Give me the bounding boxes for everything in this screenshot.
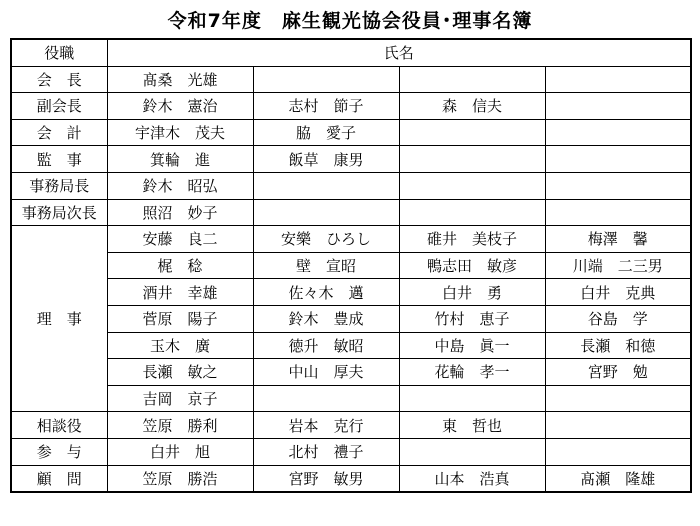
page-title: 令和7年度 麻生観光協会役員･理事名簿: [167, 10, 533, 32]
name-cell: 岩本 克行: [253, 412, 399, 439]
table-row: [11, 172, 691, 199]
role-cell: 会 計: [11, 119, 107, 146]
officer-roster-table: [10, 38, 692, 493]
name-cell: [253, 385, 399, 412]
name-cell: 志村 節子: [253, 93, 399, 120]
table-header-row: [11, 39, 691, 66]
table-row: [11, 359, 691, 386]
name-cell: [399, 66, 545, 93]
role-cell: 相談役: [11, 412, 107, 439]
table-row: [11, 385, 691, 412]
name-cell: 髙瀬 隆雄: [545, 465, 691, 492]
name-cell: 鈴木 豊成: [253, 305, 399, 332]
name-cell: 箕輪 進: [107, 146, 253, 173]
table-row: [11, 119, 691, 146]
name-cell: 森 信夫: [399, 93, 545, 120]
role-cell: 副会長: [11, 93, 107, 120]
name-cell: 玉木 廣: [107, 332, 253, 359]
table-row: [11, 465, 691, 492]
name-cell: 花輪 孝一: [399, 359, 545, 386]
name-cell: [253, 172, 399, 199]
name-cell: 碓井 美枝子: [399, 226, 545, 253]
name-cell: [545, 199, 691, 226]
name-cell: 宇津木 茂夫: [107, 119, 253, 146]
name-cell: 笠原 勝利: [107, 412, 253, 439]
name-cell: [545, 438, 691, 465]
table-row: [11, 146, 691, 173]
name-cell: 北村 禮子: [253, 438, 399, 465]
name-cell: 竹村 恵子: [399, 305, 545, 332]
name-cell: 飯草 康男: [253, 146, 399, 173]
role-cell: 監 事: [11, 146, 107, 173]
name-cell: 白井 克典: [545, 279, 691, 306]
table-body: [11, 66, 691, 492]
table-row: [11, 93, 691, 120]
header-names: 氏名: [107, 39, 691, 66]
name-cell: 脇 愛子: [253, 119, 399, 146]
name-cell: 安藤 良二: [107, 226, 253, 253]
name-cell: [253, 66, 399, 93]
table-row: [11, 332, 691, 359]
name-cell: 酒井 幸雄: [107, 279, 253, 306]
name-cell: 佐々木 邁: [253, 279, 399, 306]
name-cell: [399, 385, 545, 412]
name-cell: 長瀬 和徳: [545, 332, 691, 359]
name-cell: 徳升 敏昭: [253, 332, 399, 359]
table-row: [11, 252, 691, 279]
role-cell: 事務局長: [11, 172, 107, 199]
name-cell: 髙桑 光雄: [107, 66, 253, 93]
name-cell: 東 哲也: [399, 412, 545, 439]
name-cell: [399, 199, 545, 226]
role-cell: 顧 問: [11, 465, 107, 492]
name-cell: 鴨志田 敏彦: [399, 252, 545, 279]
table-row: [11, 412, 691, 439]
table-row: [11, 226, 691, 253]
table-row: [11, 438, 691, 465]
header-role: 役職: [11, 39, 107, 66]
name-cell: [545, 119, 691, 146]
table-row: [11, 199, 691, 226]
name-cell: 安樂 ひろし: [253, 226, 399, 253]
role-cell: 参 与: [11, 438, 107, 465]
name-cell: [399, 172, 545, 199]
name-cell: 梶 稔: [107, 252, 253, 279]
name-cell: 菅原 陽子: [107, 305, 253, 332]
name-cell: 笠原 勝浩: [107, 465, 253, 492]
name-cell: 長瀬 敏之: [107, 359, 253, 386]
name-cell: [545, 412, 691, 439]
name-cell: 谷島 学: [545, 305, 691, 332]
name-cell: [253, 199, 399, 226]
name-cell: 中島 眞一: [399, 332, 545, 359]
name-cell: [545, 93, 691, 120]
name-cell: 壁 宣昭: [253, 252, 399, 279]
name-cell: [545, 385, 691, 412]
name-cell: 宮野 勉: [545, 359, 691, 386]
name-cell: [399, 119, 545, 146]
name-cell: [545, 66, 691, 93]
name-cell: 照沼 妙子: [107, 199, 253, 226]
name-cell: 川端 二三男: [545, 252, 691, 279]
name-cell: 梅澤 馨: [545, 226, 691, 253]
name-cell: 鈴木 憲治: [107, 93, 253, 120]
role-cell: 理 事: [11, 226, 107, 412]
name-cell: 山本 浩真: [399, 465, 545, 492]
name-cell: 吉岡 京子: [107, 385, 253, 412]
name-cell: [545, 172, 691, 199]
name-cell: 白井 旭: [107, 438, 253, 465]
name-cell: 宮野 敏男: [253, 465, 399, 492]
table-row: [11, 66, 691, 93]
name-cell: [399, 146, 545, 173]
table-row: [11, 305, 691, 332]
name-cell: [399, 438, 545, 465]
name-cell: 鈴木 昭弘: [107, 172, 253, 199]
role-cell: 会 長: [11, 66, 107, 93]
name-cell: [545, 146, 691, 173]
name-cell: 白井 勇: [399, 279, 545, 306]
role-cell: 事務局次長: [11, 199, 107, 226]
table-row: [11, 279, 691, 306]
name-cell: 中山 厚夫: [253, 359, 399, 386]
